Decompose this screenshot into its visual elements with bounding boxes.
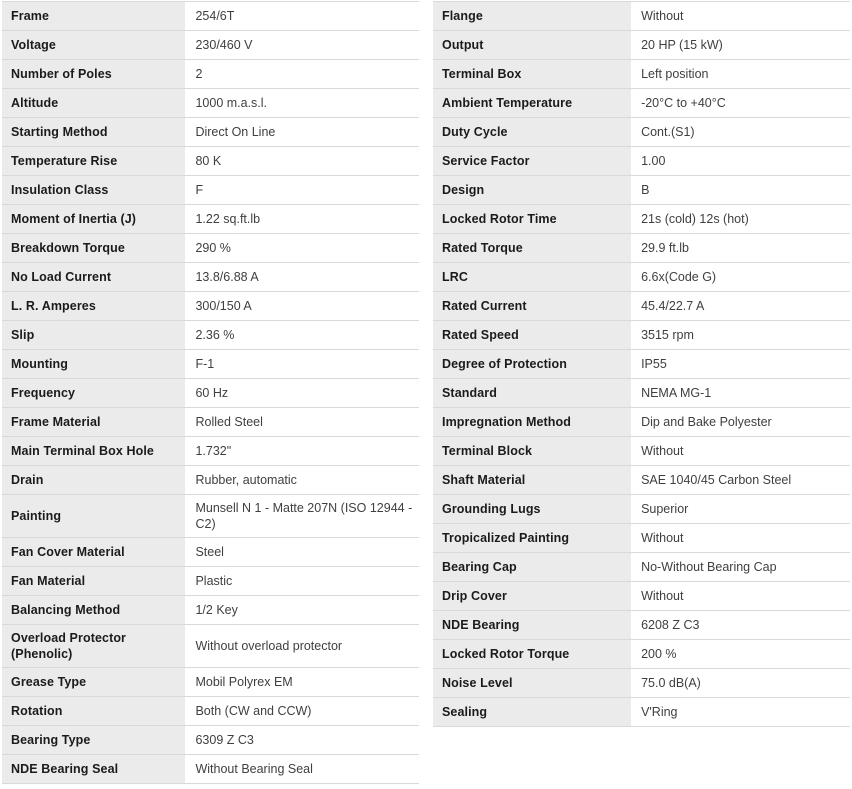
- spec-row: [2, 118, 419, 147]
- spec-value: F-1: [195, 357, 215, 371]
- spec-row: [433, 408, 850, 437]
- spec-row: [2, 350, 419, 379]
- spec-value: 2: [195, 67, 203, 81]
- spec-table-left: [2, 1, 419, 784]
- spec-value: SAE 1040/45 Carbon Steel: [641, 473, 792, 487]
- spec-value: F: [195, 183, 204, 197]
- spec-label: Shaft Material: [433, 466, 631, 494]
- spec-label: Locked Rotor Torque: [433, 640, 631, 668]
- spec-label: Fan Cover Material: [2, 538, 185, 566]
- spec-label: Output: [433, 31, 631, 59]
- spec-label: Rotation: [2, 697, 185, 725]
- spec-label: Ambient Temperature: [433, 89, 631, 117]
- spec-row: [2, 147, 419, 176]
- spec-row: [433, 495, 850, 524]
- spec-value: 1/2 Key: [195, 603, 238, 617]
- spec-row: [2, 625, 419, 668]
- spec-value: 75.0 dB(A): [641, 676, 701, 690]
- spec-value: 13.8/6.88 A: [195, 270, 259, 284]
- spec-row: [433, 234, 850, 263]
- spec-row: [2, 726, 419, 755]
- spec-row: [433, 89, 850, 118]
- spec-row: [433, 31, 850, 60]
- spec-label: Duty Cycle: [433, 118, 631, 146]
- spec-label: Painting: [2, 495, 185, 537]
- spec-value: 6309 Z C3: [195, 733, 254, 747]
- spec-label: Bearing Type: [2, 726, 185, 754]
- spec-row: [2, 31, 419, 60]
- spec-row: [2, 234, 419, 263]
- spec-label: Tropicalized Painting: [433, 524, 631, 552]
- spec-value: 6.6x(Code G): [641, 270, 717, 284]
- spec-row: [2, 408, 419, 437]
- spec-value: 21s (cold) 12s (hot): [641, 212, 749, 226]
- spec-label: Impregnation Method: [433, 408, 631, 436]
- spec-label: Bearing Cap: [433, 553, 631, 581]
- spec-value: NEMA MG-1: [641, 386, 712, 400]
- spec-row: [433, 2, 850, 31]
- spec-label: Main Terminal Box Hole: [2, 437, 185, 465]
- spec-value: Dip and Bake Polyester: [641, 415, 772, 429]
- spec-value: 200 %: [641, 647, 677, 661]
- spec-value: No-Without Bearing Cap: [641, 560, 777, 574]
- spec-row: [433, 176, 850, 205]
- spec-value: 80 K: [195, 154, 222, 168]
- spec-row: [433, 466, 850, 495]
- spec-label: Temperature Rise: [2, 147, 185, 175]
- spec-value: Without overload protector: [195, 639, 343, 653]
- spec-value: Mobil Polyrex EM: [195, 675, 293, 689]
- spec-value: 300/150 A: [195, 299, 252, 313]
- spec-row: [2, 495, 419, 538]
- spec-label: Rated Current: [433, 292, 631, 320]
- spec-value: Without: [641, 531, 684, 545]
- spec-value: Without: [641, 589, 684, 603]
- spec-label: Locked Rotor Time: [433, 205, 631, 233]
- spec-label: Altitude: [2, 89, 185, 117]
- spec-label: Grease Type: [2, 668, 185, 696]
- spec-row: [2, 538, 419, 567]
- spec-label: Grounding Lugs: [433, 495, 631, 523]
- spec-value: Direct On Line: [195, 125, 276, 139]
- spec-value: 1.22 sq.ft.lb: [195, 212, 261, 226]
- spec-label: Drain: [2, 466, 185, 494]
- spec-label: Breakdown Torque: [2, 234, 185, 262]
- spec-row: [2, 2, 419, 31]
- spec-label: Frequency: [2, 379, 185, 407]
- spec-label: Design: [433, 176, 631, 204]
- spec-row: [433, 205, 850, 234]
- spec-row: [433, 640, 850, 669]
- spec-row: [2, 321, 419, 350]
- spec-row: [2, 89, 419, 118]
- spec-label: Overload Protector (Phenolic): [2, 625, 185, 667]
- spec-label: Rated Torque: [433, 234, 631, 262]
- spec-label: NDE Bearing: [433, 611, 631, 639]
- spec-label: Sealing: [433, 698, 631, 726]
- spec-row: [2, 466, 419, 495]
- spec-value: 230/460 V: [195, 38, 253, 52]
- spec-label: Standard: [433, 379, 631, 407]
- spec-value: Plastic: [195, 574, 233, 588]
- spec-label: Flange: [433, 2, 631, 30]
- spec-value: Munsell N 1 - Matte 207N (ISO 12944 - C2): [195, 501, 413, 531]
- spec-row: [2, 379, 419, 408]
- spec-value: Rubber, automatic: [195, 473, 297, 487]
- spec-row: [433, 379, 850, 408]
- spec-value: 1000 m.a.s.l.: [195, 96, 268, 110]
- spec-row: [2, 176, 419, 205]
- spec-value: V'Ring: [641, 705, 678, 719]
- spec-label: Terminal Box: [433, 60, 631, 88]
- spec-row: [433, 321, 850, 350]
- spec-value: 290 %: [195, 241, 231, 255]
- spec-label: Rated Speed: [433, 321, 631, 349]
- spec-row: [433, 553, 850, 582]
- spec-label: Service Factor: [433, 147, 631, 175]
- spec-table-right: [433, 1, 850, 727]
- spec-value: 29.9 ft.lb: [641, 241, 690, 255]
- spec-label: NDE Bearing Seal: [2, 755, 185, 783]
- spec-value: 3515 rpm: [641, 328, 694, 342]
- spec-row: [433, 118, 850, 147]
- spec-value: Cont.(S1): [641, 125, 695, 139]
- spec-row: [433, 147, 850, 176]
- spec-row: [433, 60, 850, 89]
- spec-value: Rolled Steel: [195, 415, 263, 429]
- spec-label: Frame: [2, 2, 185, 30]
- spec-value: Without: [641, 9, 684, 23]
- spec-label: Mounting: [2, 350, 185, 378]
- spec-value: -20°C to +40°C: [641, 96, 726, 110]
- spec-value: Without: [641, 444, 684, 458]
- spec-row: [2, 668, 419, 697]
- spec-label: Insulation Class: [2, 176, 185, 204]
- spec-row: [2, 567, 419, 596]
- spec-label: Slip: [2, 321, 185, 349]
- spec-row: [2, 60, 419, 89]
- spec-label: Balancing Method: [2, 596, 185, 624]
- spec-label: Starting Method: [2, 118, 185, 146]
- spec-row: [433, 669, 850, 698]
- spec-value: 1.732": [195, 444, 232, 458]
- spec-label: Degree of Protection: [433, 350, 631, 378]
- spec-label: LRC: [433, 263, 631, 291]
- spec-row: [2, 755, 419, 784]
- spec-row: [433, 611, 850, 640]
- spec-label: Number of Poles: [2, 60, 185, 88]
- spec-row: [2, 205, 419, 234]
- spec-label: Terminal Block: [433, 437, 631, 465]
- spec-label: Drip Cover: [433, 582, 631, 610]
- spec-value: Left position: [641, 67, 709, 81]
- spec-row: [2, 596, 419, 625]
- spec-value: 20 HP (15 kW): [641, 38, 723, 52]
- spec-row: [2, 437, 419, 466]
- spec-value: 60 Hz: [195, 386, 229, 400]
- spec-value: Superior: [641, 502, 689, 516]
- spec-label: L. R. Amperes: [2, 292, 185, 320]
- spec-row: [433, 437, 850, 466]
- spec-value: Without Bearing Seal: [195, 762, 313, 776]
- spec-row: [2, 697, 419, 726]
- spec-row: [433, 524, 850, 553]
- spec-value: Steel: [195, 545, 224, 559]
- spec-value: 254/6T: [195, 9, 235, 23]
- spec-value: 45.4/22.7 A: [641, 299, 705, 313]
- spec-value: 1.00: [641, 154, 666, 168]
- spec-row: [433, 582, 850, 611]
- spec-label: Noise Level: [433, 669, 631, 697]
- spec-row: [2, 263, 419, 292]
- spec-label: Voltage: [2, 31, 185, 59]
- spec-value: 6208 Z C3: [641, 618, 700, 632]
- spec-value: Both (CW and CCW): [195, 704, 312, 718]
- spec-row: [433, 292, 850, 321]
- spec-value: 2.36 %: [195, 328, 235, 342]
- spec-label: Frame Material: [2, 408, 185, 436]
- spec-value: IP55: [641, 357, 667, 371]
- spec-label: Moment of Inertia (J): [2, 205, 185, 233]
- spec-row: [2, 292, 419, 321]
- spec-row: [433, 263, 850, 292]
- spec-row: [433, 698, 850, 727]
- spec-row: [433, 350, 850, 379]
- spec-label: No Load Current: [2, 263, 185, 291]
- spec-label: Fan Material: [2, 567, 185, 595]
- spec-value: B: [641, 183, 650, 197]
